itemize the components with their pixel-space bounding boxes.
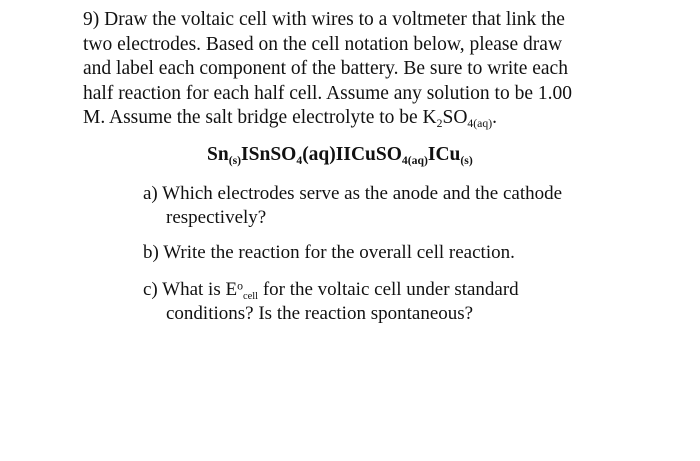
problem-line-5-prefix: M. Assume the salt bridge electrolyte to be K: [83, 107, 437, 128]
sulfate-subscript: 4(aq): [467, 117, 493, 131]
tin-sulfate-subscript: 4: [296, 154, 303, 168]
tin-sulfate: ISnSO: [241, 144, 297, 165]
question-c-prefix: c) What is E: [143, 279, 238, 300]
copper-sulfate-subscript: 4(aq): [401, 154, 428, 168]
salt-bridge-copper-sulfate: (aq)IICuSO: [302, 144, 402, 165]
question-c-suffix: for the voltaic cell under standard: [258, 279, 519, 300]
standard-state-superscript: o: [237, 279, 243, 293]
question-b: [143, 241, 515, 265]
tin-state: (s): [228, 154, 242, 168]
question-a: [143, 182, 562, 229]
copper-state: (s): [460, 154, 473, 168]
question-c-line-1: [143, 279, 519, 303]
question-a-line-1: a) Which electrodes serve as the anode and the cathode: [143, 183, 563, 204]
question-c: [143, 278, 519, 325]
question-c-line-2: conditions? Is the reaction spontaneous?: [166, 302, 474, 324]
copper-electrode: ICu: [427, 144, 461, 165]
problem-line-5: [83, 106, 643, 131]
question-a-line-2: respectively?: [166, 206, 267, 228]
potassium-subscript: 2: [436, 117, 443, 131]
problem-line-3: and label each component of the battery. Be sure to write each: [83, 58, 568, 79]
cell-notation: [207, 142, 473, 168]
question-b-line-1: b) Write the reaction for the overall cell reaction.: [143, 242, 515, 263]
problem-line-4: half reaction for each half cell. Assume any solution to be 1.00: [83, 82, 572, 104]
problem-line-2: two electrodes. Based on the cell notation below, please draw: [83, 33, 563, 55]
problem-statement: [83, 8, 643, 131]
problem-line-5-end: .: [492, 107, 497, 128]
tin-electrode: Sn: [207, 144, 229, 165]
problem-line-1: 9) Draw the voltaic cell with wires to a voltmeter that link the: [83, 9, 565, 30]
sulfate-text: SO: [442, 107, 468, 128]
cell-subscript: cell: [242, 291, 259, 303]
